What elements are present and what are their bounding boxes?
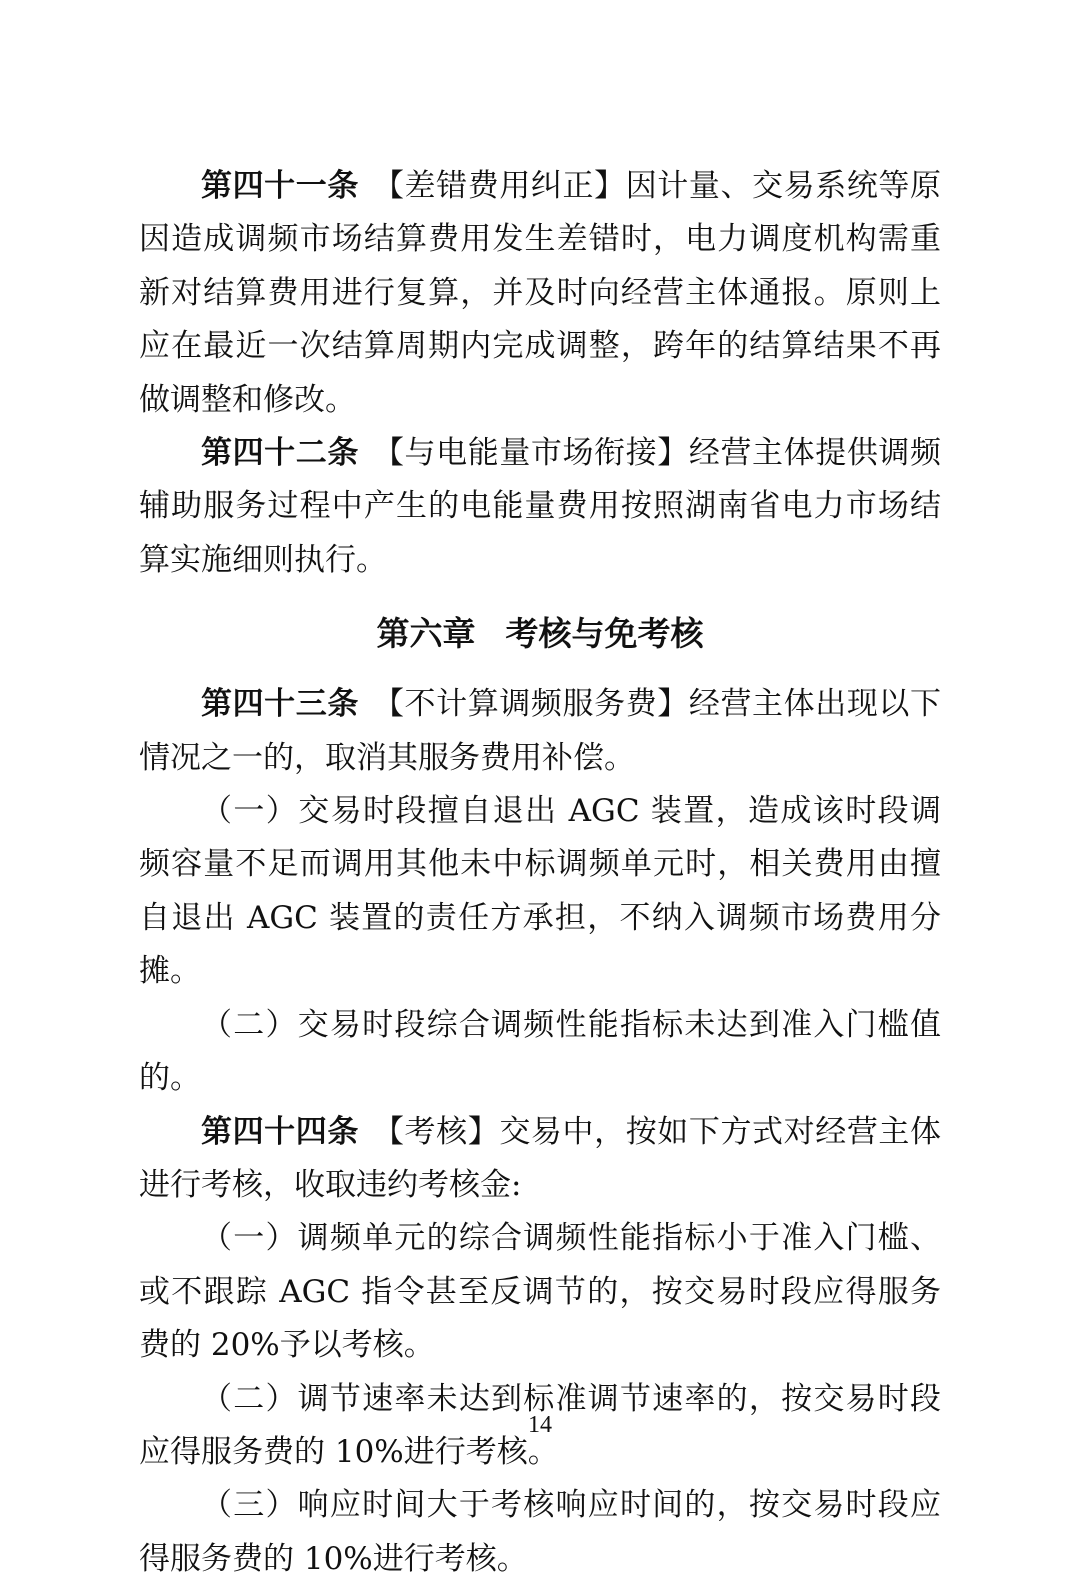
article-number: 第四十一条 xyxy=(201,168,359,204)
article-text: 【考核】交易中，按如下方式对经营主体进行考核，收取违约考核金: xyxy=(139,1113,942,1203)
article-43-item-1: （一）交易时段擅自退出 AGC 装置，造成该时段调频容量不足而调用其他未中标调频单元时，相关费用由擅自退出 AGC 装置的责任方承担，不纳入调频市场费用分摊。 xyxy=(139,793,941,990)
article-text: 【与电能量市场衔接】经营主体提供调频辅助服务过程中产生的电能量费用按照湖南省电力市场结算实施细则执行。 xyxy=(139,435,942,578)
article-number: 第四十二条 xyxy=(201,435,359,472)
article-number: 第四十四条 xyxy=(201,1113,359,1150)
page-number: 14 xyxy=(528,1412,552,1438)
article-42 xyxy=(139,427,941,587)
article-44 xyxy=(139,1106,941,1213)
document-body xyxy=(139,160,941,1586)
article-text: 【不计算调频服务费】经营主体出现以下情况之一的，取消其服务费用补偿。 xyxy=(139,686,942,776)
article-text: 【差错费用纠正】因计量、交易系统等原因造成调频市场结算费用发生差错时，电力调度机构需重新对结算费用进行复算，并及时向经营主体通报。原则上应在最近一次结算周期内完成调整，跨年的结算结果不再做调整和修改。 xyxy=(139,168,942,418)
article-number: 第四十三条 xyxy=(201,686,359,723)
article-44-item-3: （三）响应时间大于考核响应时间的，按交易时段应得服务费的 10%进行考核。 xyxy=(139,1487,941,1577)
chapter-number: 第六章 xyxy=(376,614,476,654)
article-41 xyxy=(139,160,941,427)
chapter-title: 考核与免考核 xyxy=(505,614,704,654)
article-43 xyxy=(139,678,941,785)
chapter-heading xyxy=(139,607,941,660)
article-44-item-2: （二）调节速率未达到标准调节速率的，按交易时段应得服务费的 10%进行考核。 xyxy=(139,1380,941,1470)
article-43-item-2: （二）交易时段综合调频性能指标未达到准入门槛值的。 xyxy=(139,1006,941,1097)
article-44-item-1: （一）调频单元的综合调频性能指标小于准入门槛、或不跟踪 AGC 指令甚至反调节的，按交易时段应得服务费的 20%予以考核。 xyxy=(139,1220,941,1364)
